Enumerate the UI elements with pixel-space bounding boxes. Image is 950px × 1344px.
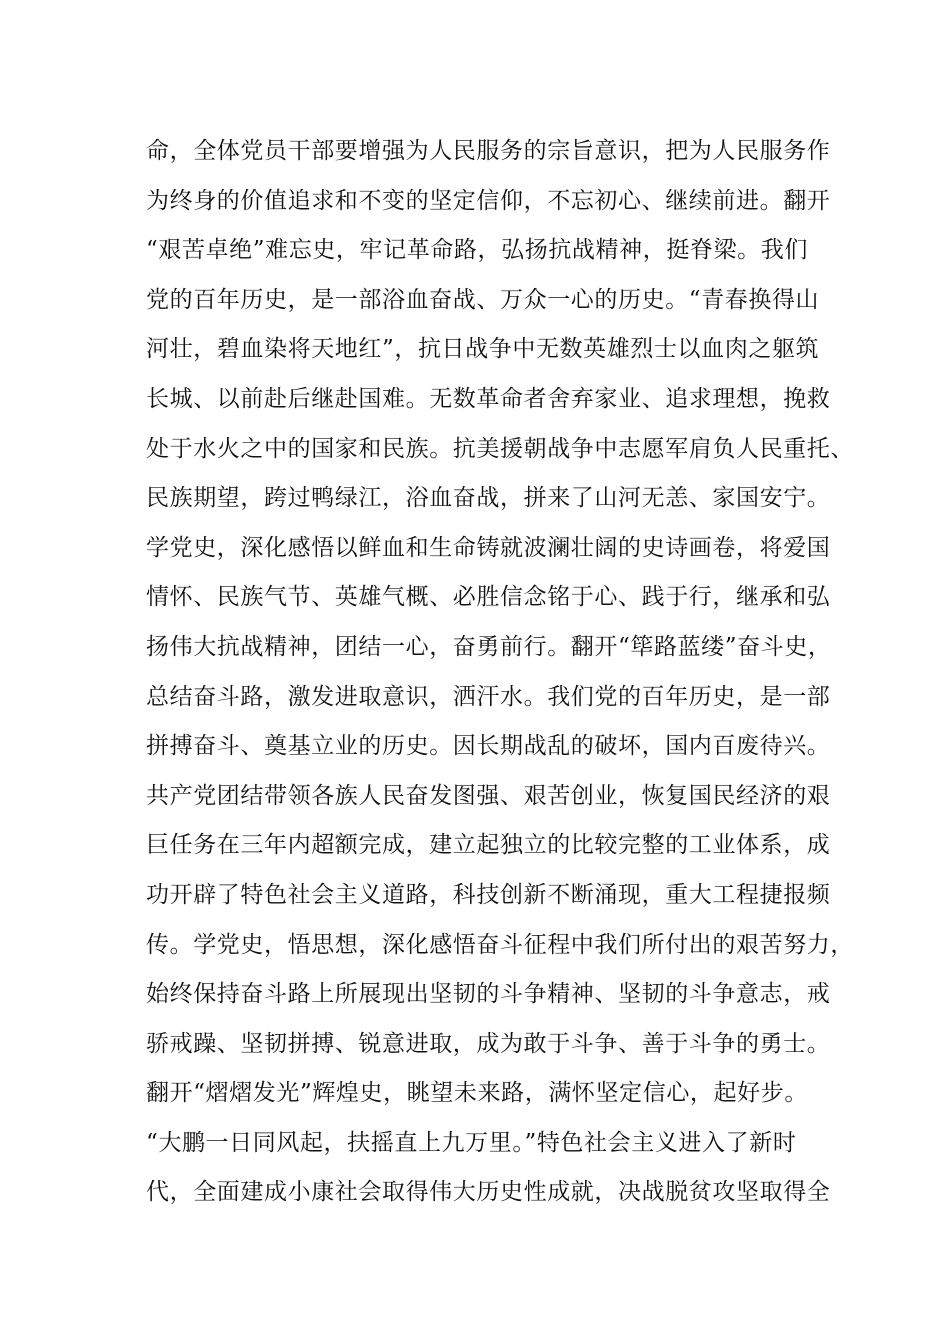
- text-line-2: 为终身的价值追求和不变的坚定信仰，不忘初心、继续前进。翻开: [146, 187, 831, 214]
- text-line-3: “艰苦卓绝”难忘史，牢记革命路，弘扬抗战精神，挺脊梁。我们: [146, 237, 808, 264]
- text-line-13: 拼搏奋斗、奠基立业的历史。因长期战乱的破坏，国内百废待兴。: [146, 733, 831, 760]
- text-line-20: 翻开“熠熠发光”辉煌史，眺望未来路，满怀坚定信心，起好步。: [146, 1080, 808, 1107]
- text-line-1: 命，全体党员干部要增强为人民服务的宗旨意识，把为人民服务作: [146, 138, 831, 164]
- text-line-15: 巨任务在三年内超额完成，建立起独立的比较完整的工业体系，成: [146, 832, 831, 859]
- text-line-11: 扬伟大抗战精神，团结一心，奋勇前行。翻开“筚路蓝缕”奋斗史，: [146, 633, 832, 660]
- text-line-22: 代，全面建成小康社会取得伟大历史性成就，决战脱贫攻坚取得全: [146, 1179, 831, 1206]
- text-line-9: 学党史，深化感悟以鲜血和生命铸就波澜壮阔的史诗画卷，将爱国: [146, 534, 831, 561]
- text-line-14: 共产党团结带领各族人民奋发图强、艰苦创业，恢复国民经济的艰: [146, 782, 831, 809]
- body-text: [146, 127, 854, 1218]
- text-line-6: 长城、以前赴后继赴国难。无数革命者舍弃家业、追求理想，挽救: [146, 385, 831, 412]
- text-line-17: 传。学党史，悟思想，深化感悟奋斗征程中我们所付出的艰苦努力，: [146, 931, 854, 958]
- text-line-4: 党的百年历史，是一部浴血奋战、万众一心的历史。“青春换得山: [146, 286, 820, 313]
- text-line-21: “大鹏一日同风起，扶摇直上九万里。”特色社会主义进入了新时: [146, 1129, 797, 1156]
- text-line-18: 始终保持奋斗路上所展现出坚韧的斗争精神、坚韧的斗争意志，戒: [146, 981, 831, 1008]
- text-line-5: 河壮，碧血染将天地红”，抗日战争中无数英雄烈士以血肉之躯筑: [146, 336, 820, 363]
- text-line-10: 情怀、民族气节、英雄气概、必胜信念铭于心、践于行，继承和弘: [146, 584, 831, 611]
- text-line-16: 功开辟了特色社会主义道路，科技创新不断涌现，重大工程捷报频: [146, 881, 831, 908]
- text-line-12: 总结奋斗路，激发进取意识，洒汗水。我们党的百年历史，是一部: [146, 683, 831, 710]
- text-line-7: 处于水火之中的国家和民族。抗美援朝战争中志愿军肩负人民重托、: [146, 435, 854, 462]
- text-line-8: 民族期望，跨过鸭绿江，浴血奋战，拼来了山河无恙、家国安宁。: [146, 485, 831, 512]
- text-line-19: 骄戒躁、坚韧拼搏、锐意进取，成为敢于斗争、善于斗争的勇士。: [146, 1030, 831, 1057]
